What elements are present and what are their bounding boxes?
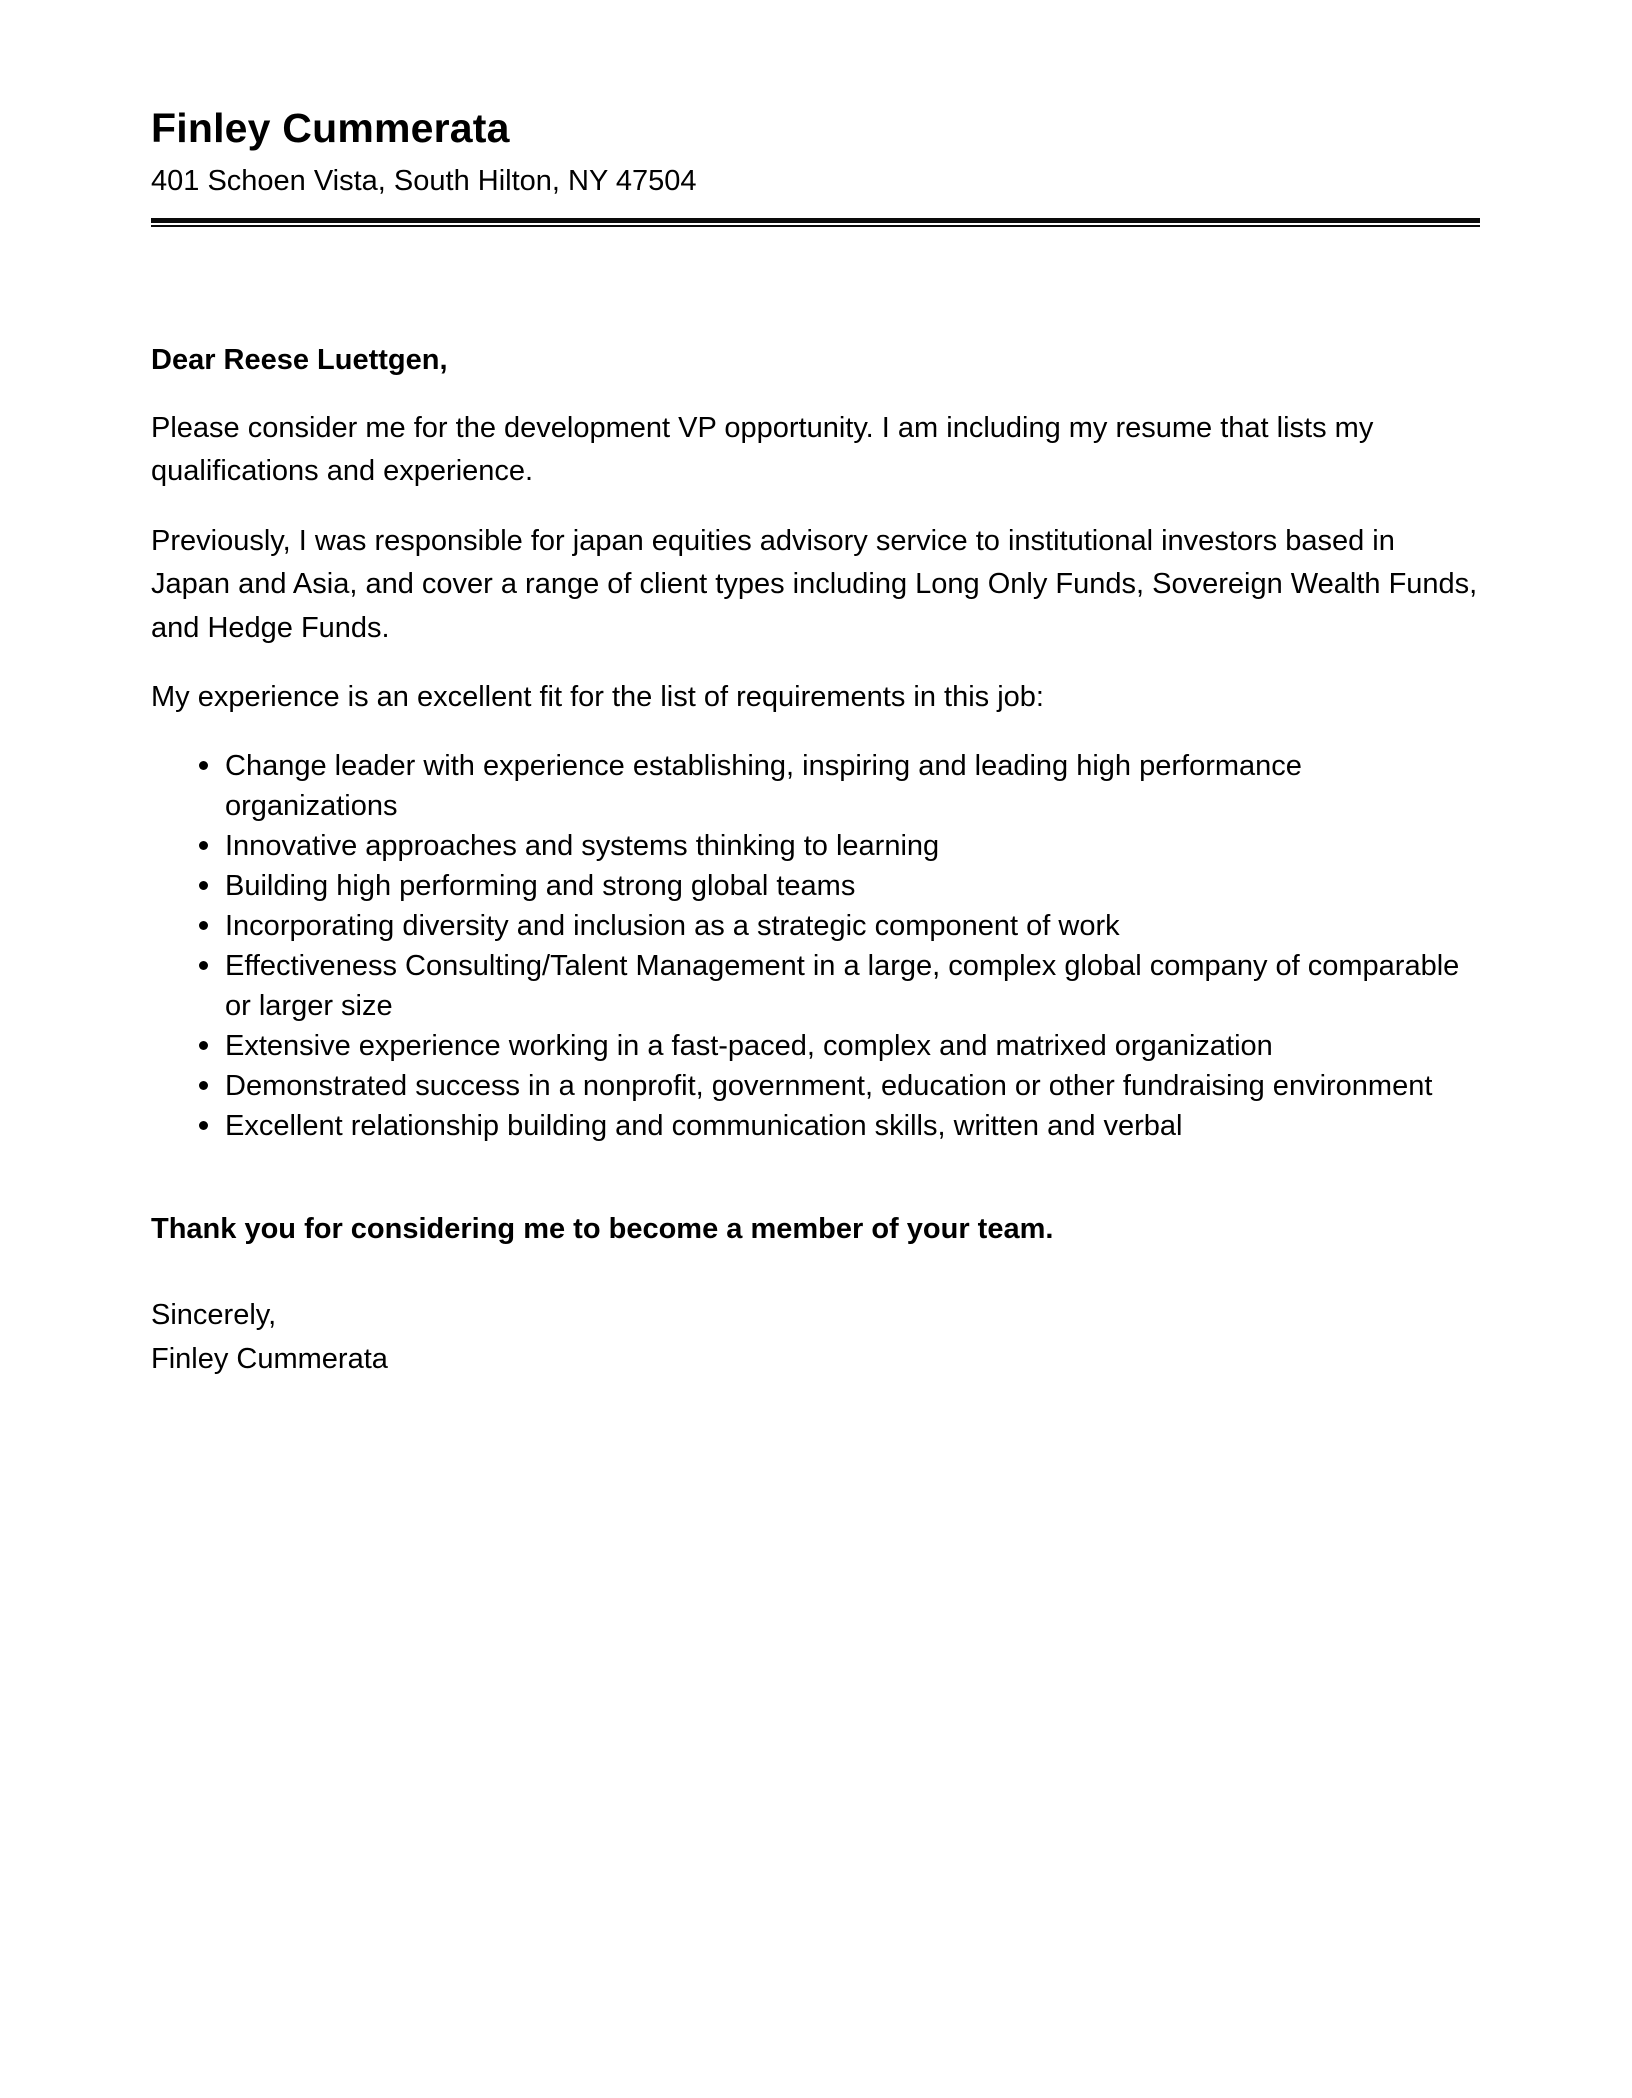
sender-address: 401 Schoen Vista, South Hilton, NY 47504 (151, 165, 697, 198)
list-item: Excellent relationship building and communication skills, written and verbal (199, 1106, 1480, 1146)
salutation: Dear Reese Luettgen, (151, 343, 448, 376)
sender-name: Finley Cummerata (151, 105, 510, 151)
list-item: Incorporating diversity and inclusion as a strategic component of work (199, 906, 1480, 946)
signoff: Sincerely, (151, 1299, 277, 1332)
list-item: Building high performing and strong global teams (199, 866, 1480, 906)
header-divider-rule (151, 218, 1480, 227)
signature-name: Finley Cummerata (151, 1342, 388, 1375)
requirements-list (151, 746, 1480, 1146)
list-item: Change leader with experience establishing, inspiring and leading high performance organizations (199, 746, 1480, 826)
list-item: Effectiveness Consulting/Talent Management in a large, complex global company of comparable or larger size (199, 946, 1480, 1026)
list-item: Innovative approaches and systems thinking to learning (199, 826, 1480, 866)
paragraph-fit: My experience is an excellent fit for the list of requirements in this job: (151, 681, 1044, 714)
closing-statement: Thank you for considering me to become a member of your team. (151, 1212, 1054, 1245)
list-item: Demonstrated success in a nonprofit, government, education or other fundraising environment (199, 1066, 1480, 1106)
signoff-block (151, 1294, 1480, 1381)
paragraph-intro: Please consider me for the development VP opportunity. I am including my resume that lists my qualifications and experience. (151, 411, 1374, 488)
list-item: Extensive experience working in a fast-paced, complex and matrixed organization (199, 1026, 1480, 1066)
paragraph-experience: Previously, I was responsible for japan equities advisory service to institutional investors based in Japan and Asia, and cover a range of client types including Long Only Funds, Sovereign Wealth Funds, and Hedge Funds. (151, 524, 1478, 644)
